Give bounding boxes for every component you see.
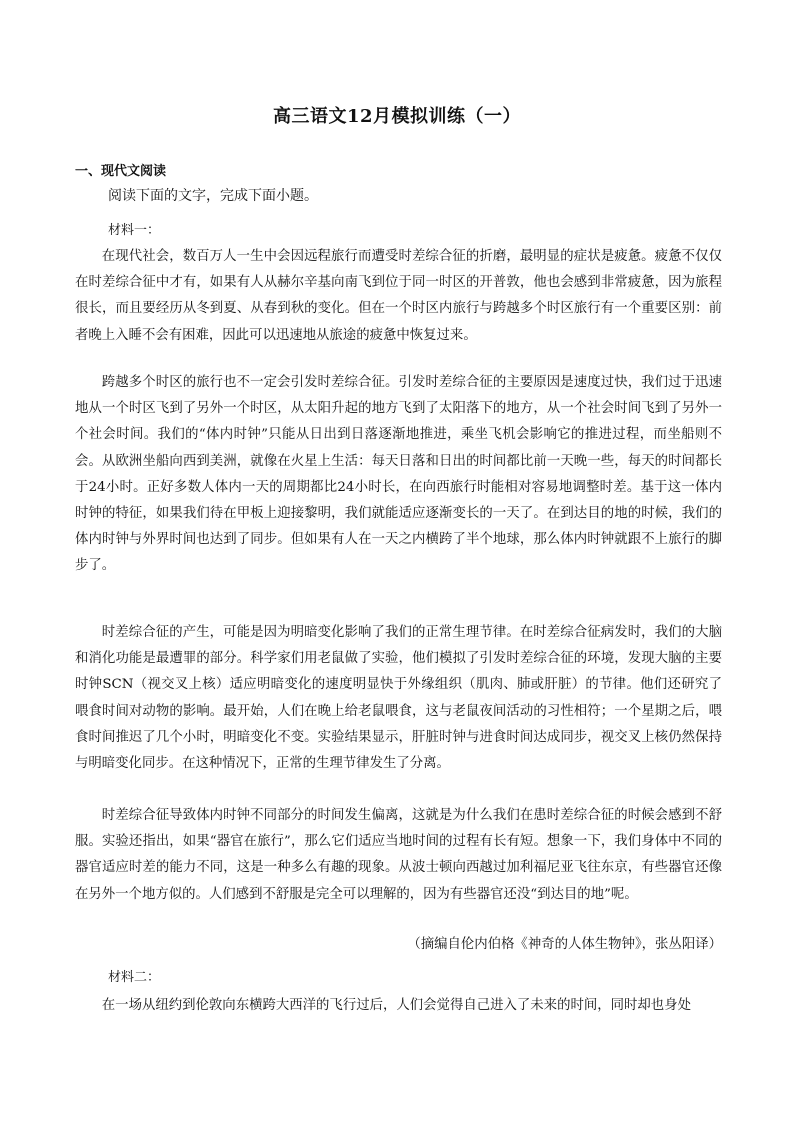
paragraph-3: 时差综合征的产生，可能是因为明暗变化影响了我们的正常生理节律。在时差综合征病发时，我们的大脑和消化功能是最遭罪的部分。科学家们用老鼠做了实验，他们模拟了引发时差综合征的环境，发现大脑的主要时钟SCN（视交叉上核）适应明暗变化的速度明显快于外缘组织（肌肉、肺或肝脏）的节律。他们还研究了喂食时间对动物的影响。最开始，人们在晚上给老鼠喂食，这与老鼠夜间活动的习性相符；一个星期之后，喂食时间推迟了几个小时，明暗变化不变。实验结果显示，肝脏时钟与进食时间达成同步，视交叉上核仍然保持与明暗变化同步。在这种情况下，正常的生理节律发生了分离。 bbox=[75, 625, 722, 772]
reading-instruction: 阅读下面的文字，完成下面小题。 bbox=[108, 188, 318, 204]
section-heading: 一、现代文阅读 bbox=[75, 164, 167, 179]
paragraph-2: 跨越多个时区的旅行也不一定会引发时差综合征。引发时差综合征的主要原因是速度过快，我们过于迅速地从一个时区飞到了另外一个时区，从太阳升起的地方飞到了太阳落下的地方，从一个社会时间飞到了另外一个社会时间。我们的“体内时钟”只能从日出到日落逐渐地推进，乘坐飞机会影响它的推进过程，而坐船则不会。从欧洲坐船向西到美洲，就像在火星上生活：每天日落和日出的时间都比前一天晚一些，每天的时间都长于24小时。正好多数人体内一天的周期都比24小时长，在向西旅行时能相对容易地调整时差。基于这一体内时钟的特征，如果我们待在甲板上迎接黎明，我们就能适应逐渐变长的一天了。在到达目的地的时候，我们的体内时钟与外界时间也达到了同步。但如果有人在一天之内横跨了半个地球，那么体内时钟就跟不上旅行的脚步了。 bbox=[75, 375, 722, 574]
material-one-label: 材料一： bbox=[108, 223, 161, 238]
material-two-paragraph: 在一场从纽约到伦敦向东横跨大西洋的飞行过后，人们会觉得自己进入了未来的时间，同时却也身处 bbox=[101, 998, 691, 1013]
paragraph-4: 时差综合征导致体内时钟不同部分的时间发生偏离，这就是为什么我们在患时差综合征的时候会感到不舒服。实验还指出，如果“器官在旅行”，那么它们适应当地时间的过程有长有短。想象一下，我们身体中不同的器官适应时差的能力不同，这是一种多么有趣的现象。从波士顿向西越过加利福尼亚飞往东京，有些器官还像在另外一个地方似的。人们感到不舒服是完全可以理解的，因为有些器官还没“到达目的地”呢。 bbox=[75, 808, 722, 902]
source-citation: （摘编自伦内伯格《神奇的人体生物钟》，张丛阳译） bbox=[407, 937, 722, 952]
document-title: 高三语文12月模拟训练（一） bbox=[272, 106, 522, 127]
paragraph-1: 在现代社会，数百万人一生中会因远程旅行而遭受时差综合征的折磨，最明显的症状是疲惫。疲惫不仅仅在时差综合征中才有，如果有人从赫尔辛基向南飞到位于同一时区的开普敦，他也会感到非常疲惫，因为旅程很长，而且要经历从冬到夏、从春到秋的变化。但在一个时区内旅行与跨越多个时区旅行有一个重要区别：前者晚上入睡不会有困难，因此可以迅速地从旅途的疲惫中恢复过来。 bbox=[75, 249, 722, 343]
material-two-label: 材料二： bbox=[108, 970, 161, 985]
